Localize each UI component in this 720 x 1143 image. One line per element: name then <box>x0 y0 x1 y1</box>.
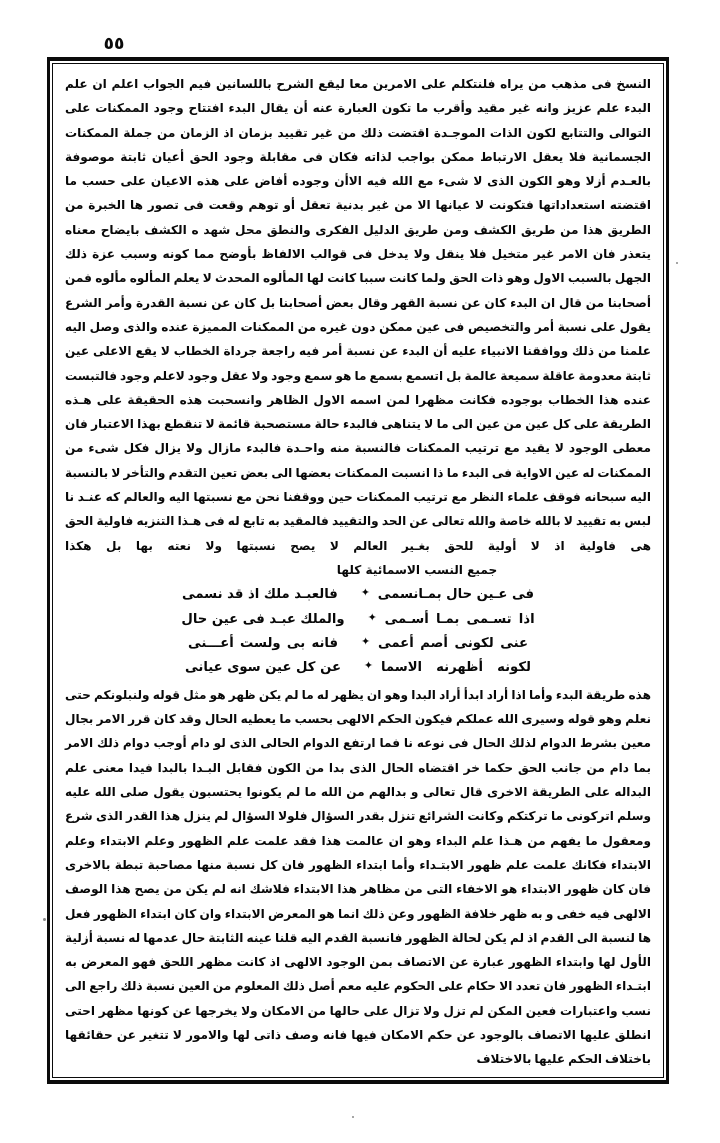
verse-block <box>65 583 651 681</box>
verse-hemistich-a: عنى لكونى أصم أعمى <box>378 636 528 652</box>
verse-hemistich-a: فى عـين حال بمـانسمى <box>377 587 535 603</box>
scan-speck <box>676 262 678 264</box>
verse-separator-icon: ✦ <box>367 610 377 624</box>
centered-transition-line: جميع النسب الاسمائية كلها <box>336 562 498 577</box>
verse-hemistich-b: والملك عبـد فى عين حال <box>181 611 345 627</box>
scan-speck <box>352 1116 354 1118</box>
verse-hemistich-a: لكونه أظهرنه الاسما <box>380 660 531 676</box>
verse-line <box>65 632 651 656</box>
folio-number: ٥٥ <box>103 34 125 54</box>
verse-line <box>65 656 651 680</box>
scan-speck <box>43 918 46 921</box>
verse-hemistich-b: عن كل عين سوى عيانى <box>185 660 341 676</box>
body-paragraph-1: النسخ فى مذهب من يراه فلنتكلم على الامرين معا ليقع الشرح باللسانين فيم الجواب اعلم ان علم البدء علم عزيز وانه غير مقيد وأقرب ما تكون العبارة عنه أن يقال البدء افتتاح وجود الممكنات على التوالى والتتابع لكون الذات الموجـدة اقتضت ذلك من غير تقييد بزمان اذ الزمان من جملة الممكنات الجسمانية فلا يعقل الارتباط ممكن بواجب لذاته فكان فى مقابلة وجود الحق أعيان ثابتة موصوفة بالعـدم أزلا وهو الكون الذى لا شىء مع الله فيه الاأن وجوده أفاض على هذه الاعيان على حسب ما اقتضته استعداداتها فتكونت لا عيانها الا من غير بدنية تعقل أو توهم وقعت فى تصور ها الخبرة من الطريق هذا من طريق الكشف ومن طريق الدليل الفكرى والنطق محل شهد ه الكشف بايضاح معناه يتعذر فان الامر غير متخيل فلا ينقل ولا يدخل فى قوالب الالفاظ بأوضح مما كونه وسبب عزة ذلك الجهل بالسبب الاول وهو ذات الحق ولما كانت سببا كانت لها المألوه المحدث لا يعلم المألوه مألوه فمن أصحابنا من قال ان البدء كان عن نسبة القهر وقال بعض أصحابنا بل كان عن نسبة القدرة وأمر الشرع يقول على نسبة أمر والتخصيص فى عين ممكن دون غيره من الممكنات المميزة عنده والذى وصل اليه علمنا من ذلك ووافقنا الانبياء عليه أن البدء عن نسبة أمر فيه راجعة جرداة الخطاب لا يقع الاعلى عين ثابتة معدومة عاقلة سميعة عالمة بل اتسمع بسمع ما هو سمع وجود ولا عقل وجود لاعلم وجود فالتبست عنده هذا الخطاب بوجوده فكانت مظهرا لمن اسمه الاول الظاهر وانسحبت هذه الحقيقة على هـذه الطريقة على كل عين من عين الى ما لا يتناهى فالبدء حالة مستصحبة قائمة لا تنقطع بهذا الاعتبار فان معطى الوجود لا يقيد مع ترتيب الممكنات فالنسبة منه واحـدة فالبدء مازال ولا يزال فكل شىء من الممكنات له عين الاواية فى البدء ما ذا انسبت الممكنات بعضها الى بعض تعين التقدم والتأخر لا بالنسبة اليه سبحانه فوقف علماء النظر مع ترتيب الممكنات حين ووقفنا نحن مع نسبتها اليه والعالم كه عنـد نا لبس به تقييد لا بالله خاصة والله تعالى عن الحد والتقييد فالمقيد به تابع له فى هـذا التنزيه فاولية الحق هى فاولية اذ لا أولية للحق بغـير العالم لا يصح نسبتها ولا نعته بها بل هكذا <box>65 77 651 553</box>
verse-hemistich-b: فانه بى ولست أعـــنى <box>188 636 338 652</box>
verse-separator-icon: ✦ <box>363 659 373 673</box>
verse-separator-icon: ✦ <box>360 586 370 600</box>
text-column <box>56 66 660 1074</box>
verse-hemistich-a: اذا تسـمى بمـا أسـمى <box>384 611 535 627</box>
verse-separator-icon: ✦ <box>360 635 370 649</box>
verse-line <box>65 608 651 632</box>
body-paragraph-2: هذه طريقة البدء وأما اذا أراد ابدأ أراد البدا وهو ان يظهر له ما لم يكن ظهر هو مثل قوله ولنبلونكم حتى نعلم وهو قوله وسيرى الله عملكم فيكون الحكم الالهى بحسب ما يعطيه الحال وقد كان قرر الامر بجال معين بشرط الدوام لذلك الحال فى نوعه نا فما ارتفع الدوام الحالى الذى لو دام أوجب دوام ذلك الامر بما دام من جانب الحق حكما خر اقتضاه الحال الذى بدا من الكون فقابل البـدا بالبدا فيدا معنى علم البداله على الطريقة الاخرى قال تعالى و بدالهم من الله ما لم يكونوا يحتسبون يقول صلى الله عليه وسلم اتركونى ما تركتكم وكانت الشرائع تنزل بقدر السؤال فلولا السؤال لم ينزل هذا القدر الذى شرع ومعقول ما يفهم من هـذا علم البداء وهو ان عالمت هذا فقد علمت علم الظهور وعلم الابتداء وعلم الابتداء فكانك علمت علم ظهور الابتـداء وأما ابتداء الظهور فان كل نسبة منها مصاحبة تبطة بالاخرى فان كان ظهور الابتداء هو الاخفاء التى من مظاهر هذا الابتداء فلاشك انه لم يكن من يصح هذا الوصف الالهى فيه خفى و به ظهر خلافة الظهور وعن ذلك انما هو المعرض الابتداء وان كان ابتداء الظهور فعل ها لنسبة الى القدم اذ لم يكن لحالة الظهور فانسبة القدم اليه قلنا عينه الثابتة حال عدمها له نسبة أزلية الأول لها وابتداء الظهور عبارة عن الاتصاف بمن الوجود الالهى اذ كانت مظهر اللحق فهو المعرض به ابتـداء الظهور فان تعدد الا حكام على الحكوم عليه معم أصل ذلك المعلوم من العين نسبة ذلك راجع الى نسب واعتبارات فعين المكن لم تزل ولا تزال على حالها من الامكان ولا يخرجها عن كونها مظهر احتى انطلق عليها الاتصاف بالوجود عن حكم الامكان فيها فانه وصف ذاتى لها والامور لا تتغير عن حقائقها باختلاف الحكم عليها بالاختلاف <box>65 687 651 1067</box>
verse-hemistich-b: فالعبـد ملك اذ قد نسمى <box>182 587 338 603</box>
verse-line <box>65 583 651 607</box>
